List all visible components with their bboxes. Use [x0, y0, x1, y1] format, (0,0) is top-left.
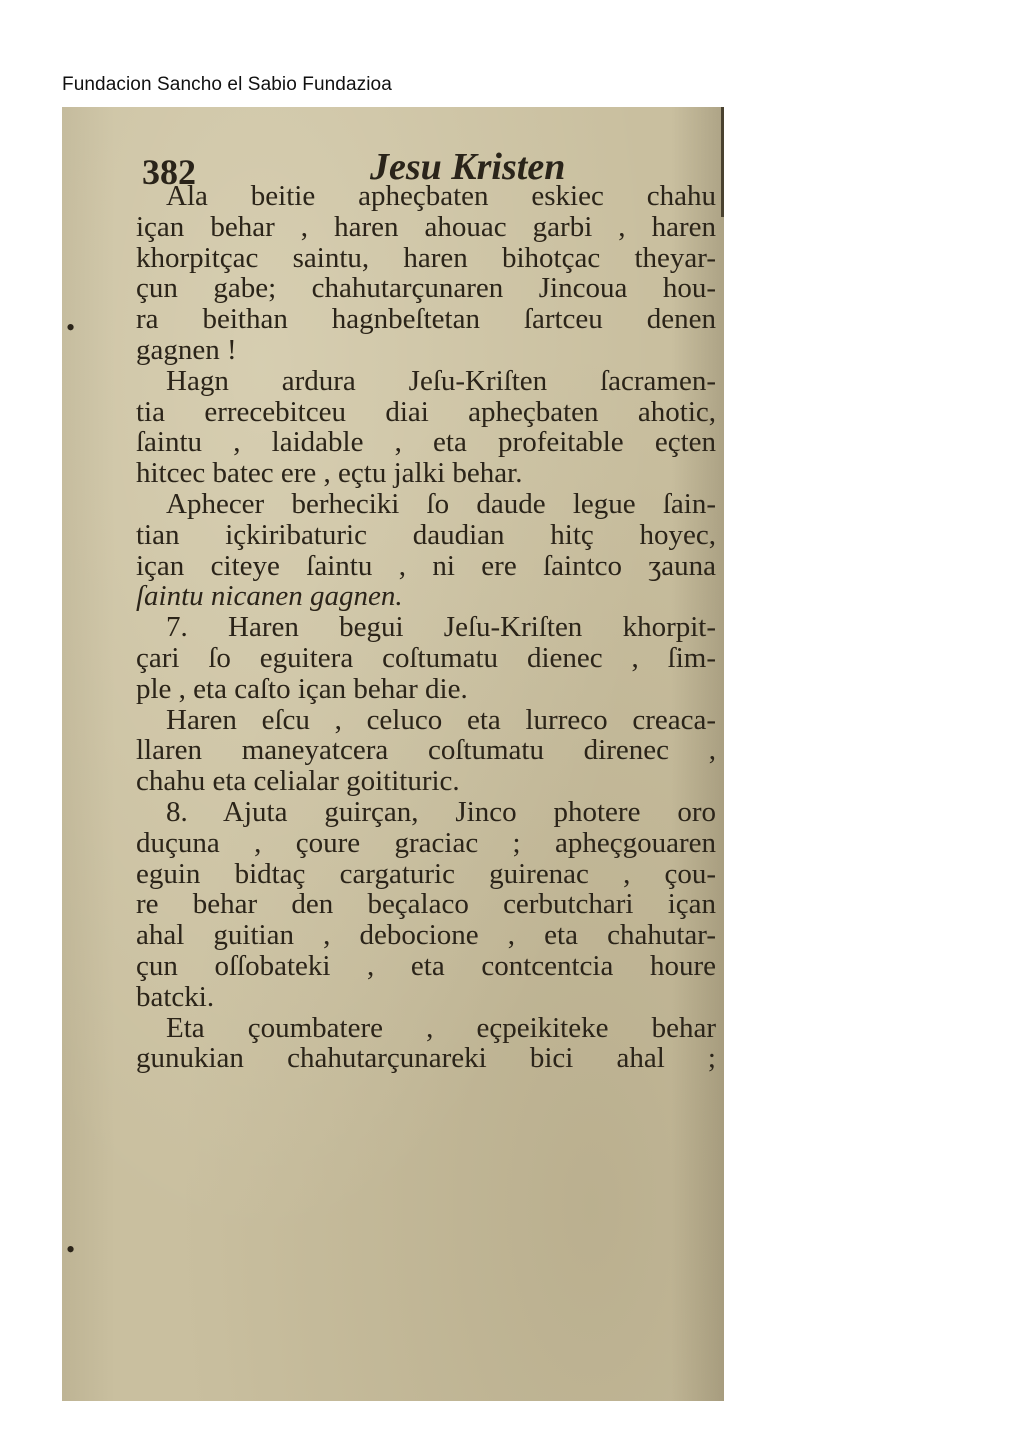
text-line: tian içkiribaturic daudian hitç hoyec, [136, 518, 716, 551]
page-number: 382 [142, 152, 196, 192]
text-line: re behar den beçalaco cerbutchari içan [136, 888, 716, 921]
text-line: çari ſo eguitera coſtumatu dienec , ſim- [136, 641, 716, 674]
text-line: eguin bidtaç cargaturic guirenac , çou- [136, 857, 716, 890]
running-title: Jesu Kristen [370, 146, 566, 188]
text-line: duçuna , çoure graciac ; apheçgouaren [136, 826, 716, 859]
text-line: ahal guitian , debocione , eta chahutar- [136, 919, 716, 952]
text-line: ra beithan hagnbeſtetan ſartceu denen [136, 303, 716, 336]
text-line: gunukian chahutarçunareki bici ahal ; [136, 1042, 716, 1075]
text-line: içan citeye ſaintu , ni ere ſaintco ʒauna [136, 549, 716, 582]
text-line: Hagn ardura Jeſu-Kriſten ſacramen- [166, 364, 716, 397]
text-line: chahu eta celialar goitituric. [136, 765, 460, 798]
text-line: hitcec batec ere , eçtu jalki behar. [136, 457, 523, 490]
text-line: llaren maneyatcera coſtumatu direnec , [136, 734, 716, 767]
text-line: çun gabe; chahutarçunaren Jincoua hou- [136, 272, 716, 305]
text-line: ſaintu , laidable , eta profeitable eçten [136, 426, 716, 459]
text-line: Ala beitie apheçbaten eskiec chahu [166, 180, 716, 212]
text-line: batcki. [136, 980, 215, 1013]
margin-dot-mark: • [66, 1235, 76, 1264]
text-line: çun oſſobateki , eta contcentcia houre [136, 949, 716, 982]
text-line: 8. Ajuta guirçan, Jinco photere oro [166, 795, 716, 828]
body-text [136, 181, 716, 1074]
text-line: gagnen ! [136, 333, 237, 366]
source-header: Fundacion Sancho el Sabio Fundazioa [62, 74, 392, 95]
text-line: içan behar , haren ahouac garbi , haren [136, 210, 716, 243]
text-line: ple , eta caſto içan behar die. [136, 672, 468, 705]
text-line: Aphecer berheciki ſo daude legue ſain- [166, 487, 716, 520]
text-line: Haren eſcu , celuco eta lurreco creaca- [166, 703, 716, 736]
margin-dot-mark: • [66, 313, 76, 342]
text-line: ſaintu nicanen gagnen. [136, 580, 403, 613]
text-line: tia errecebitceu diai apheçbaten ahotic, [136, 395, 716, 428]
scanned-page [62, 107, 724, 1401]
text-line: Eta çoumbatere , eçpeikiteke behar [166, 1011, 716, 1044]
text-line: khorpitçac saintu, haren bihotçac theyar- [136, 241, 716, 274]
text-line: 7. Haren begui Jeſu-Kriſten khorpit- [166, 611, 716, 644]
